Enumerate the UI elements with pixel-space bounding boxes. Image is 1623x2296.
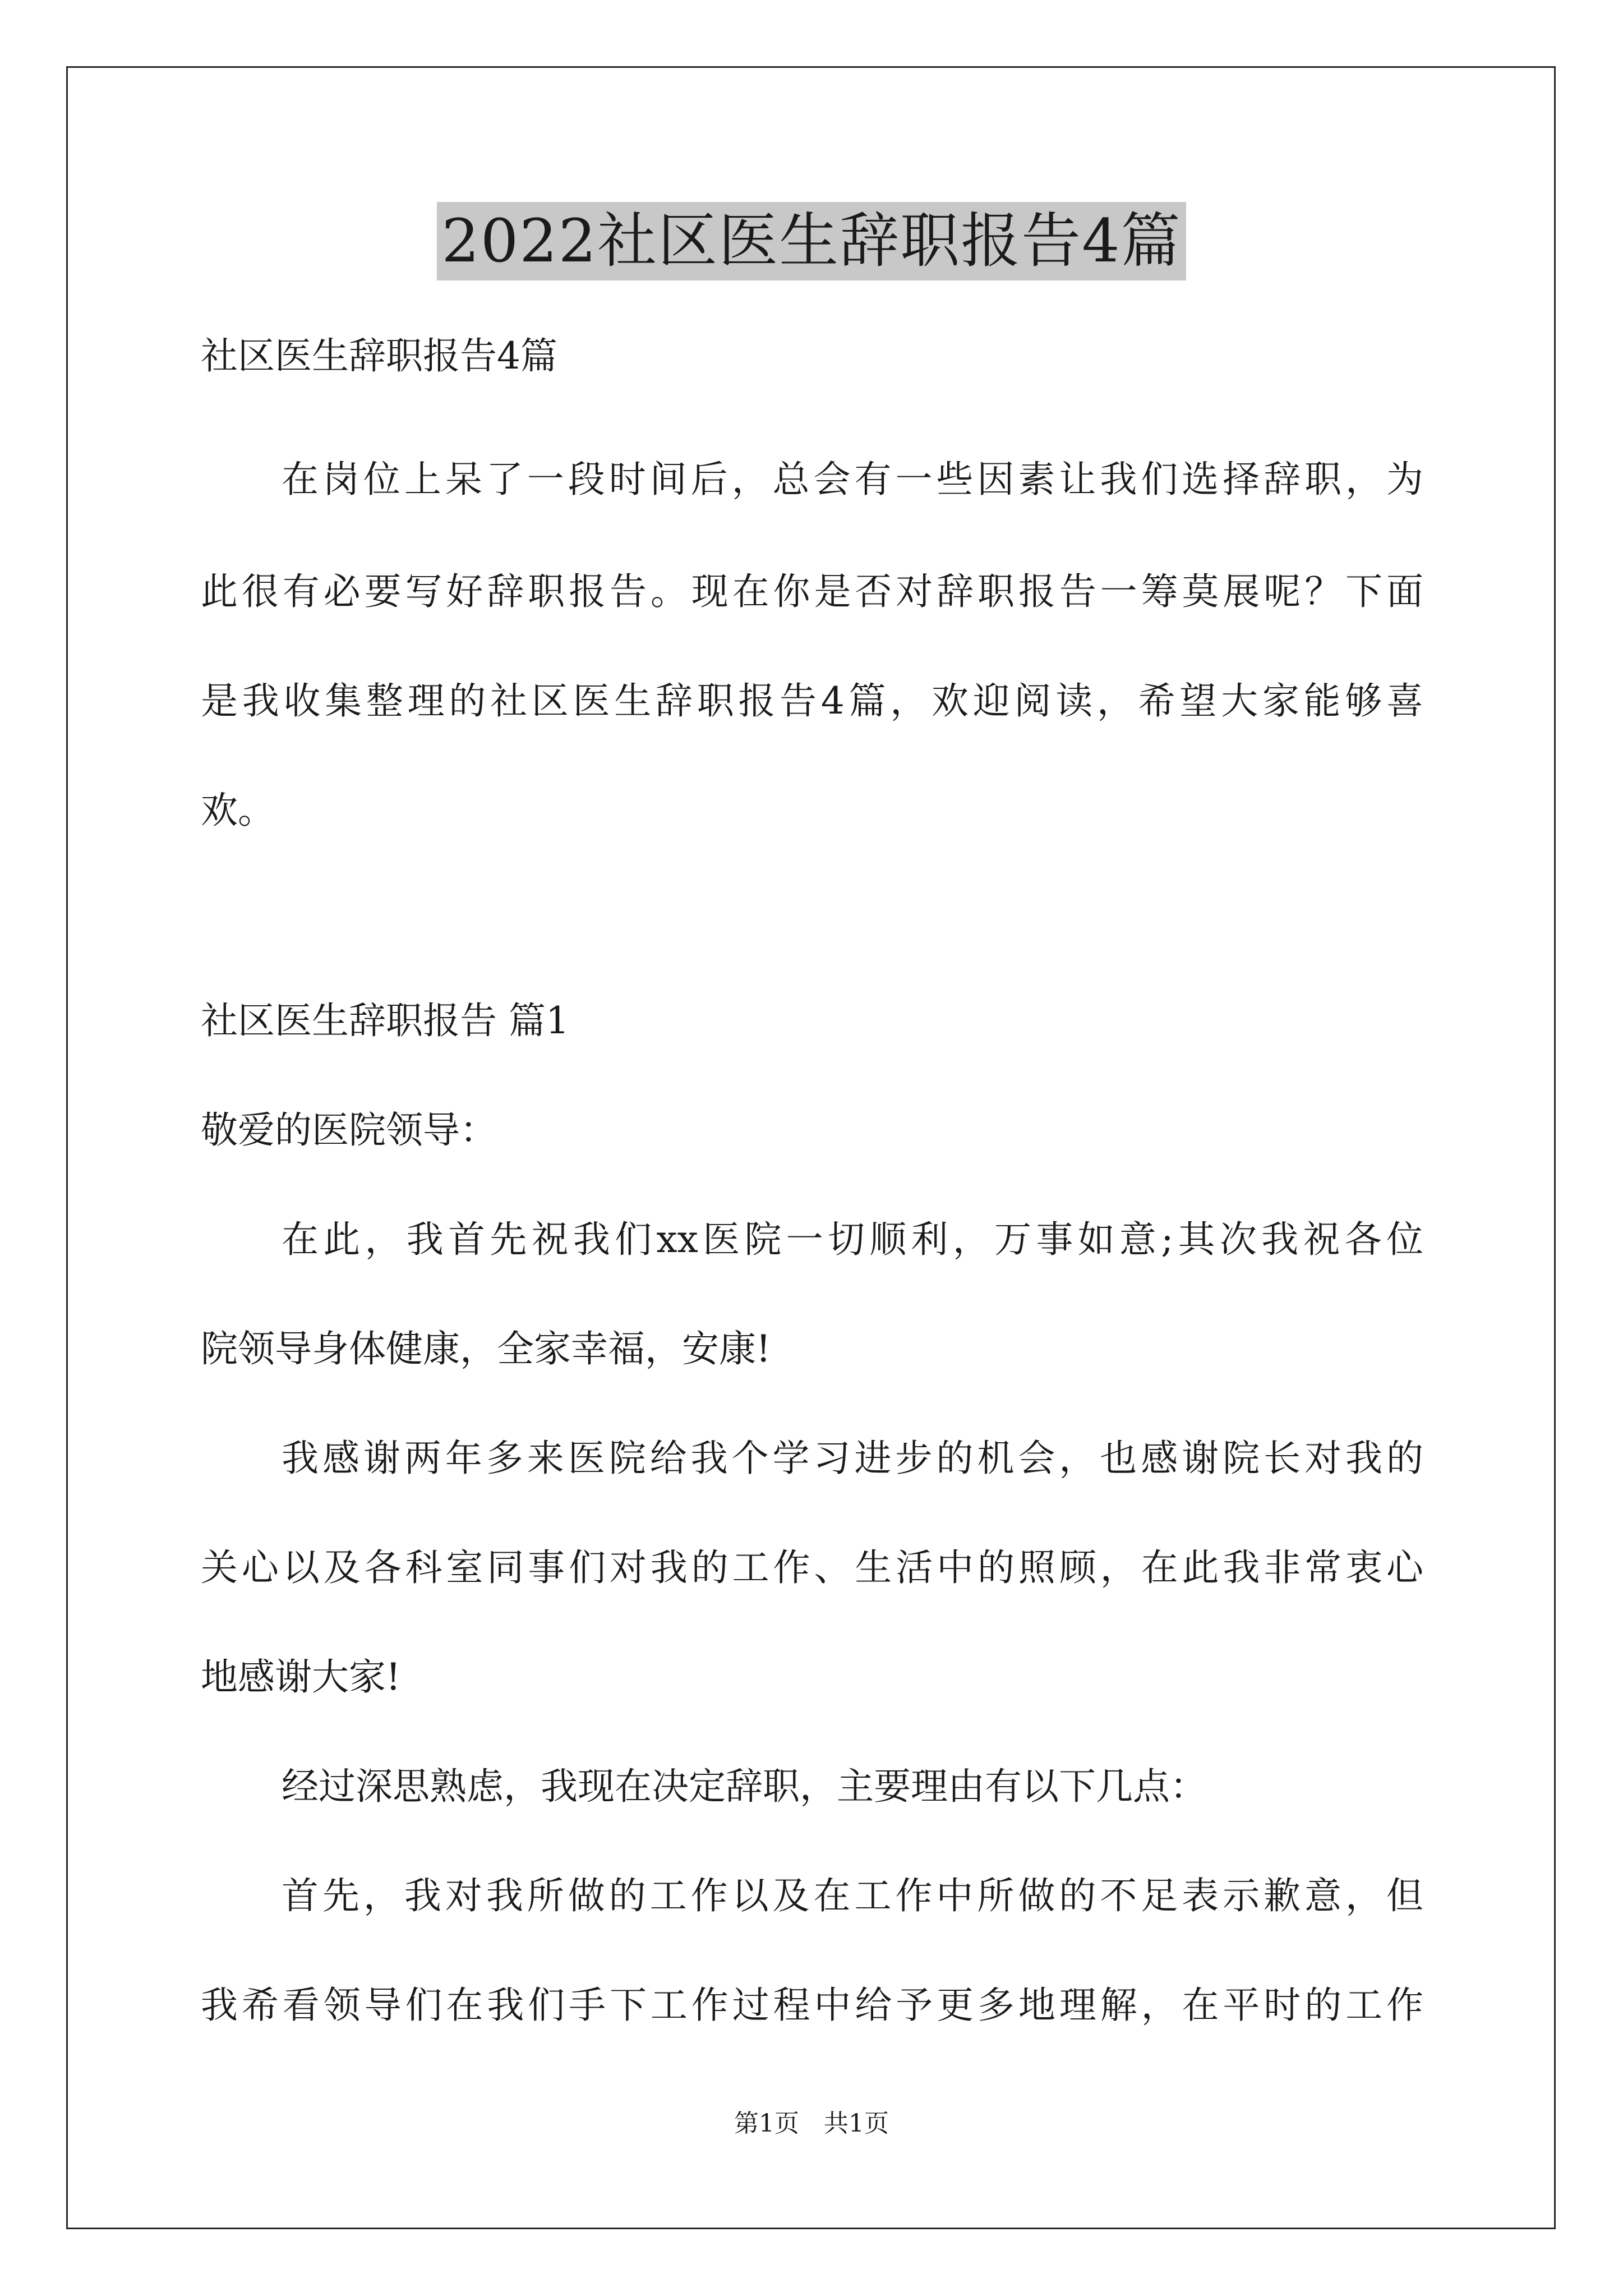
page-footer: 第1页 共1页: [734, 2109, 889, 2138]
paragraph-line: 地感谢大家!: [201, 1655, 401, 1699]
salutation-line: 敬爱的医院领导：: [201, 1108, 497, 1152]
paragraph-line: 我感谢两年多来医院给我个学习进步的机会，也感谢院长对我的: [282, 1437, 1423, 1480]
paragraph-line: 是我收集整理的社区医生辞职报告4篇，欢迎阅读，希望大家能够喜: [201, 679, 1423, 723]
section-heading: 社区医生辞职报告 篇1: [201, 999, 569, 1042]
paragraph-line: 此很有必要写好辞职报告。现在你是否对辞职报告一筹莫展呢？下面: [201, 570, 1423, 613]
paragraph-line: 欢。: [201, 789, 275, 832]
paragraph-line: 首先，我对我所做的工作以及在工作中所做的不足表示歉意，但: [282, 1874, 1423, 1917]
paragraph-line: 院领导身体健康，全家幸福，安康!: [201, 1327, 771, 1370]
paragraph-line: 关心以及各科室同事们对我的工作、生活中的照顾，在此我非常衷心: [201, 1546, 1423, 1589]
document-title: 2022社区医生辞职报告4篇: [437, 202, 1186, 280]
title-container: [0, 202, 1623, 280]
paragraph-line: 在此，我首先祝我们xx医院一切顺利，万事如意;其次我祝各位: [282, 1218, 1423, 1261]
subtitle-line: 社区医生辞职报告4篇: [201, 334, 557, 378]
paragraph-line: 经过深思熟虑，我现在决定辞职，主要理由有以下几点：: [282, 1765, 1207, 1808]
paragraph-line: 我希看领导们在我们手下工作过程中给予更多地理解，在平时的工作: [201, 1984, 1423, 2027]
paragraph-line: 在岗位上呆了一段时间后，总会有一些因素让我们选择辞职，为: [282, 458, 1423, 501]
